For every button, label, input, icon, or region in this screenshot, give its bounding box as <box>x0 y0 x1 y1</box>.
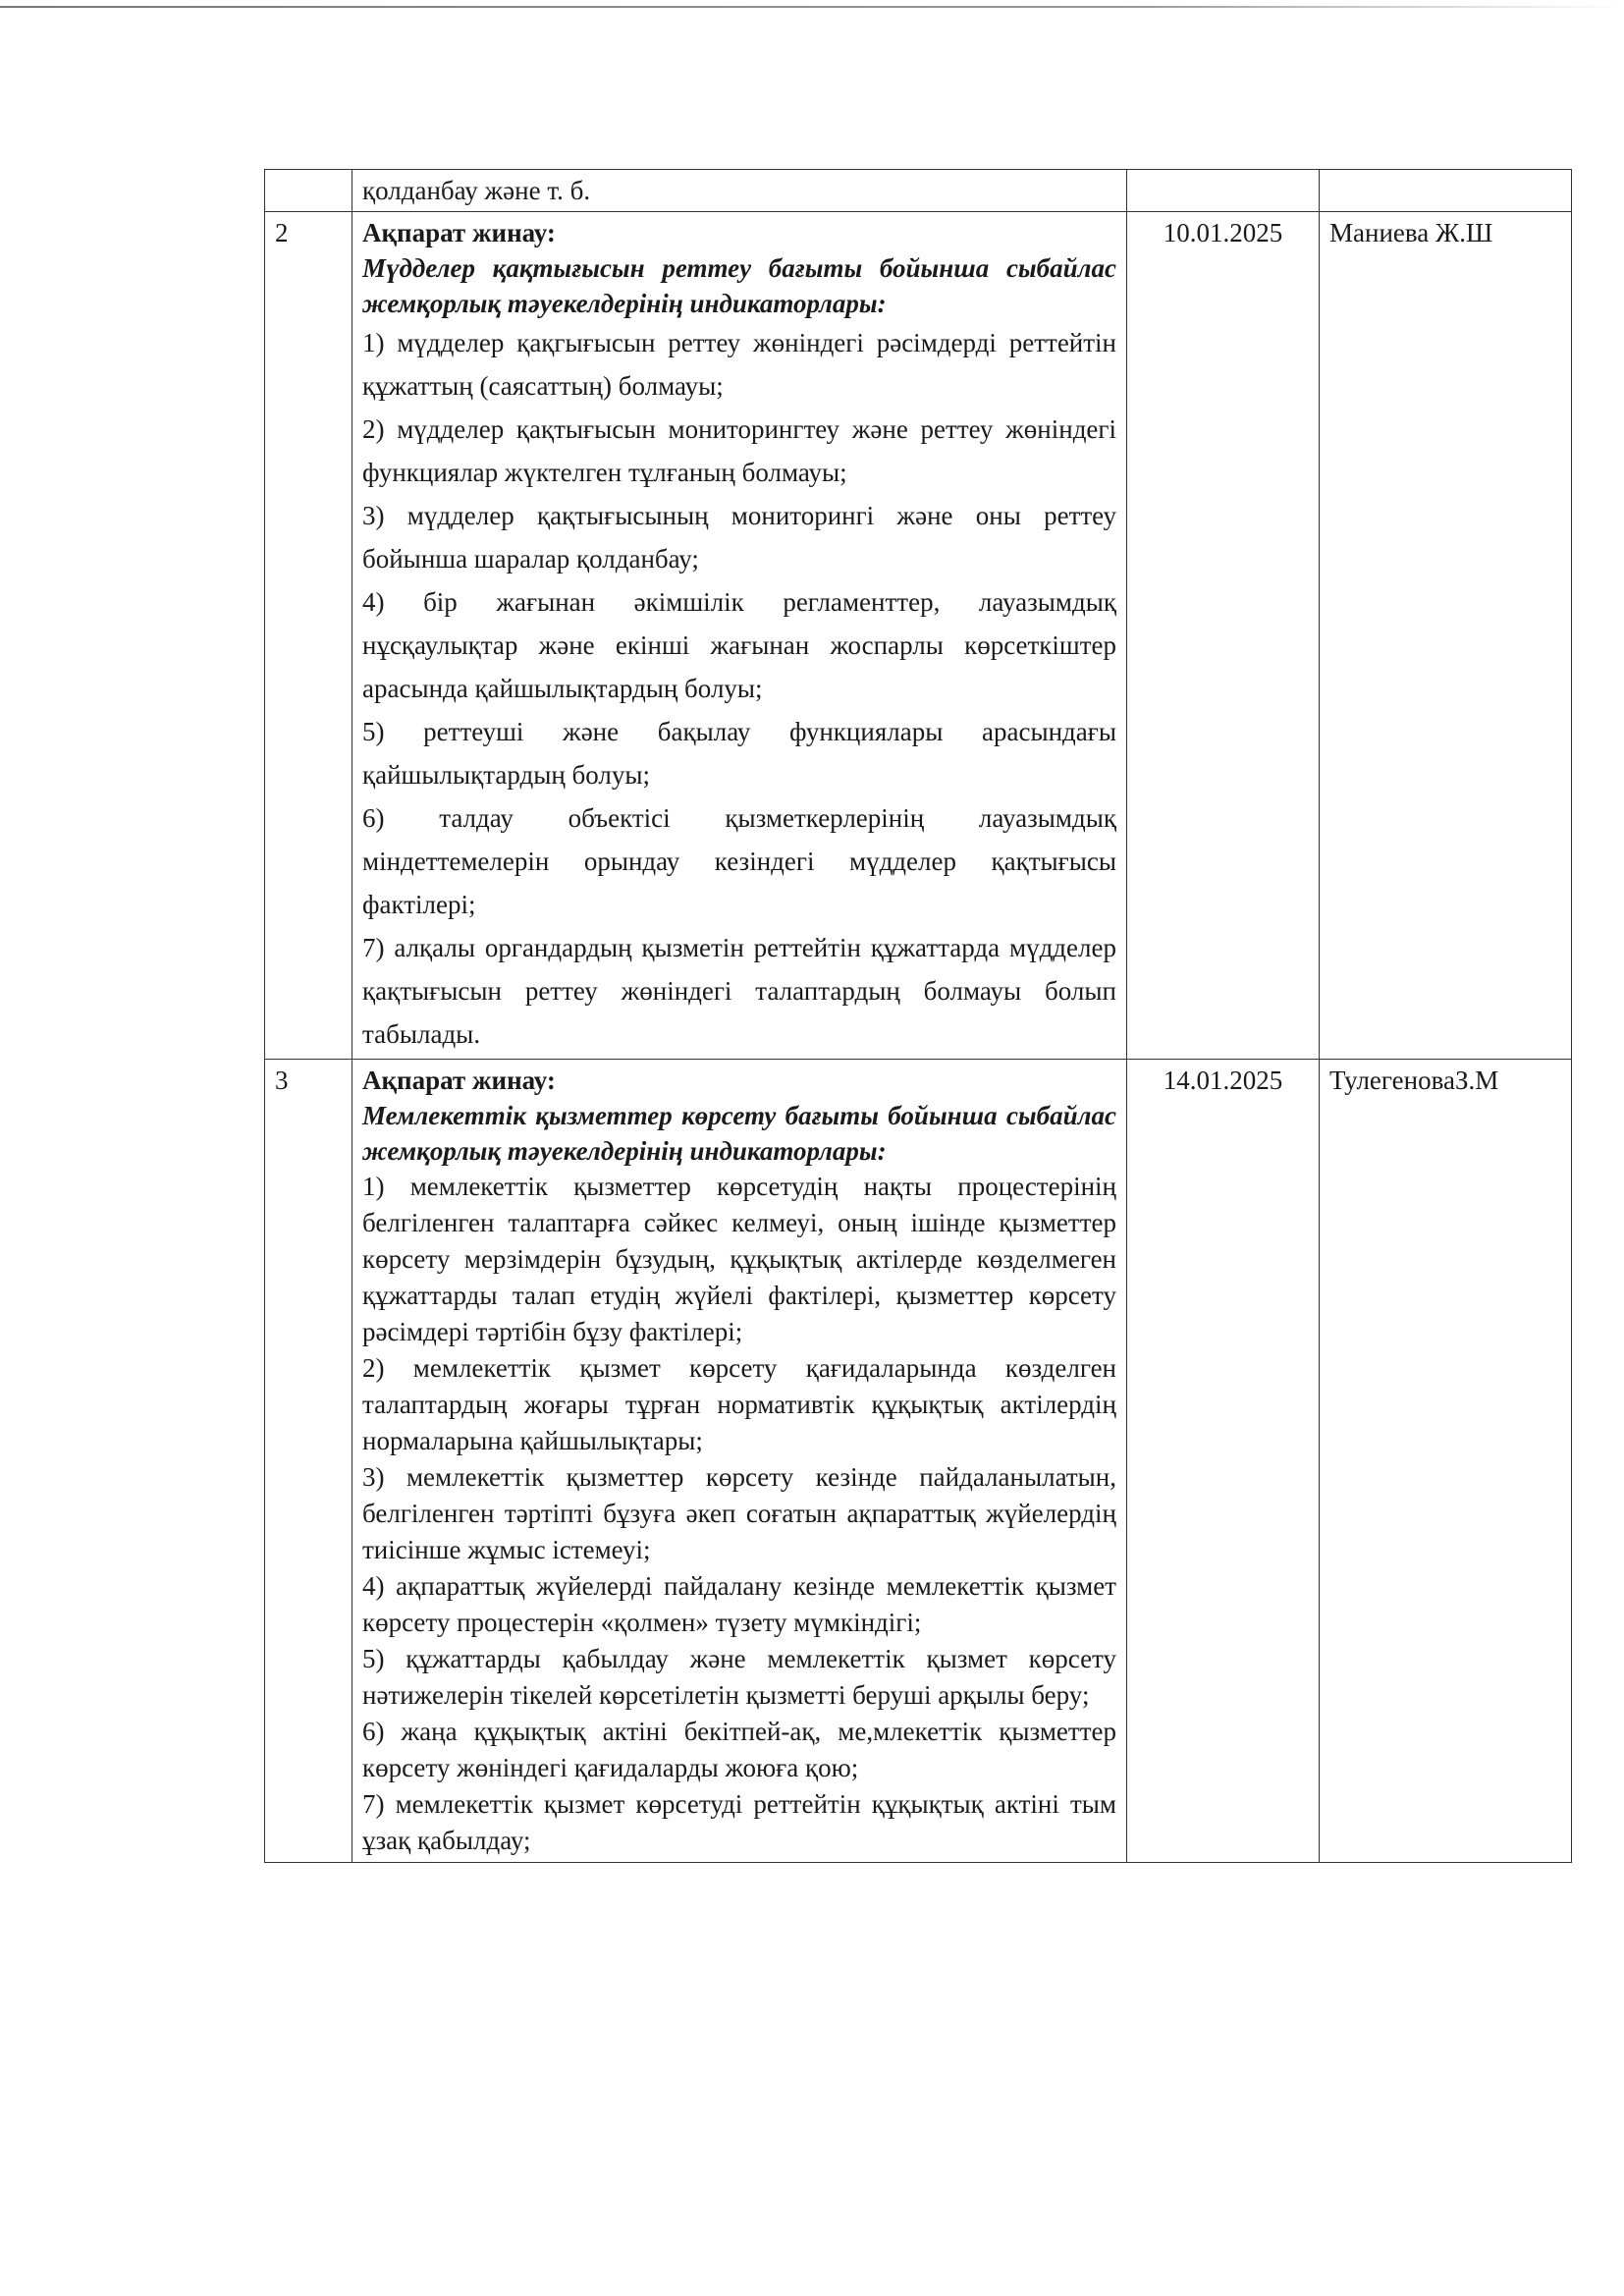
list-item: 1) мүдделер қақгығысын реттеу жөніндегі рәсімдерді реттейтін құжаттың (саясаттың) болмауы; <box>362 328 1116 401</box>
list-item: 4) бір жағынан әкімшілік регламенттер, лауазымдық нұсқаулықтар және екінші жағынан жоспарлы көрсеткіштер арасында қайшылықтардың болуы; <box>362 587 1116 703</box>
row-subheading: Мемлекеттік қызметтер көрсету бағыты бойынша сыбайлас жемқорлық тәуекелдерінің индикаторлары: <box>362 1101 1116 1166</box>
row-heading: Ақпарат жинау: <box>362 218 556 247</box>
row-date: 14.01.2025 <box>1127 1060 1320 1863</box>
row-heading: Ақпарат жинау: <box>362 1066 556 1095</box>
list-item: 3) мүдделер қақтығысының мониторингі және оны реттеу бойынша шаралар қолданбау; <box>362 501 1116 574</box>
list-item: 5) құжаттарды қабылдау және мемлекеттік қызмет көрсету нәтижелерін тікелей көрсетілетін қызметті беруші арқылы беру; <box>362 1644 1116 1710</box>
row-date-cell <box>1127 170 1320 212</box>
row-text-cell <box>352 1060 1127 1863</box>
list-item: 6) талдау объектісі қызметкерлерінің лауазымдық міндеттемелерін орындау кезіндегі мүдделер қақтығысы фактілері; <box>362 803 1116 919</box>
table-row <box>265 212 1572 1060</box>
list-item: 5) реттеуші және бақылау функциялары арасындағы қайшылықтардың болуы; <box>362 717 1116 790</box>
row-text-cell <box>352 212 1127 1060</box>
row-subheading: Мүдделер қақтығысын реттеу бағыты бойынша сыбайлас жемқорлық тәуекелдерінің индикаторлары: <box>362 253 1116 318</box>
table-row <box>265 1060 1572 1863</box>
indicator-list <box>362 321 1116 1056</box>
list-item: 3) мемлекеттік қызметтер көрсету кезінде пайдаланылатын, белгіленген тәртіпті бұзуға әкеп соғатын ақпараттық жүйелердің тиісінше жұмыс істемеуі; <box>362 1462 1116 1564</box>
scan-top-edge <box>0 6 1624 8</box>
list-item: 2) мемлекеттік қызмет көрсету қағидаларында көзделген талаптардың жоғары тұрған нормативтік құқықтық актілердің нормаларына қайшылықтары; <box>362 1353 1116 1455</box>
indicator-list <box>362 1169 1116 1859</box>
row-number: 2 <box>265 212 352 1060</box>
table-row-continuation <box>265 170 1572 212</box>
list-item: 1) мемлекеттік қызметтер көрсетудің нақты процестерінің белгіленген талаптарға сәйкес келмеуі, оның ішінде қызметтер көрсету мерзімдерін бұзудың, құқықтық актілерде көзделмеген құжаттарды талап етудің жүйелі фактілері, қызметтер көрсету рәсімдері тәртібін бұзу фактілері; <box>362 1172 1116 1346</box>
list-item: 6) жаңа құқықтық актіні бекітпей-ақ, ме,млекеттік қызметтер көрсету жөніндегі қағидаларды жоюға қою; <box>362 1717 1116 1782</box>
list-item: 4) ақпараттық жүйелерді пайдалану кезінде мемлекеттік қызмет көрсету процестерін «қолмен» түзету мүмкіндігі; <box>362 1571 1116 1637</box>
row-number: 3 <box>265 1060 352 1863</box>
list-item: 2) мүдделер қақтығысын мониторингтеу және реттеу жөніндегі функциялар жүктелген тұлғаның болмауы; <box>362 414 1116 487</box>
row-date: 10.01.2025 <box>1127 212 1320 1060</box>
row-responsible: Маниева Ж.Ш <box>1320 212 1572 1060</box>
plan-table <box>264 169 1572 1863</box>
row-number-cell <box>265 170 352 212</box>
row-responsible-cell <box>1320 170 1572 212</box>
row-responsible: ТулегеноваЗ.М <box>1320 1060 1572 1863</box>
list-item: 7) мемлекеттік қызмет көрсетуді реттейтін құқықтық актіні тым ұзақ қабылдау; <box>362 1789 1116 1855</box>
continuation-text: қолданбау және т. б. <box>362 176 591 205</box>
row-text-cell <box>352 170 1127 212</box>
list-item: 7) алқалы органдардың қызметін реттейтін құжаттарда мүдделер қақтығысын реттеу жөніндегі талаптардың болмауы болып табылады. <box>362 933 1116 1049</box>
